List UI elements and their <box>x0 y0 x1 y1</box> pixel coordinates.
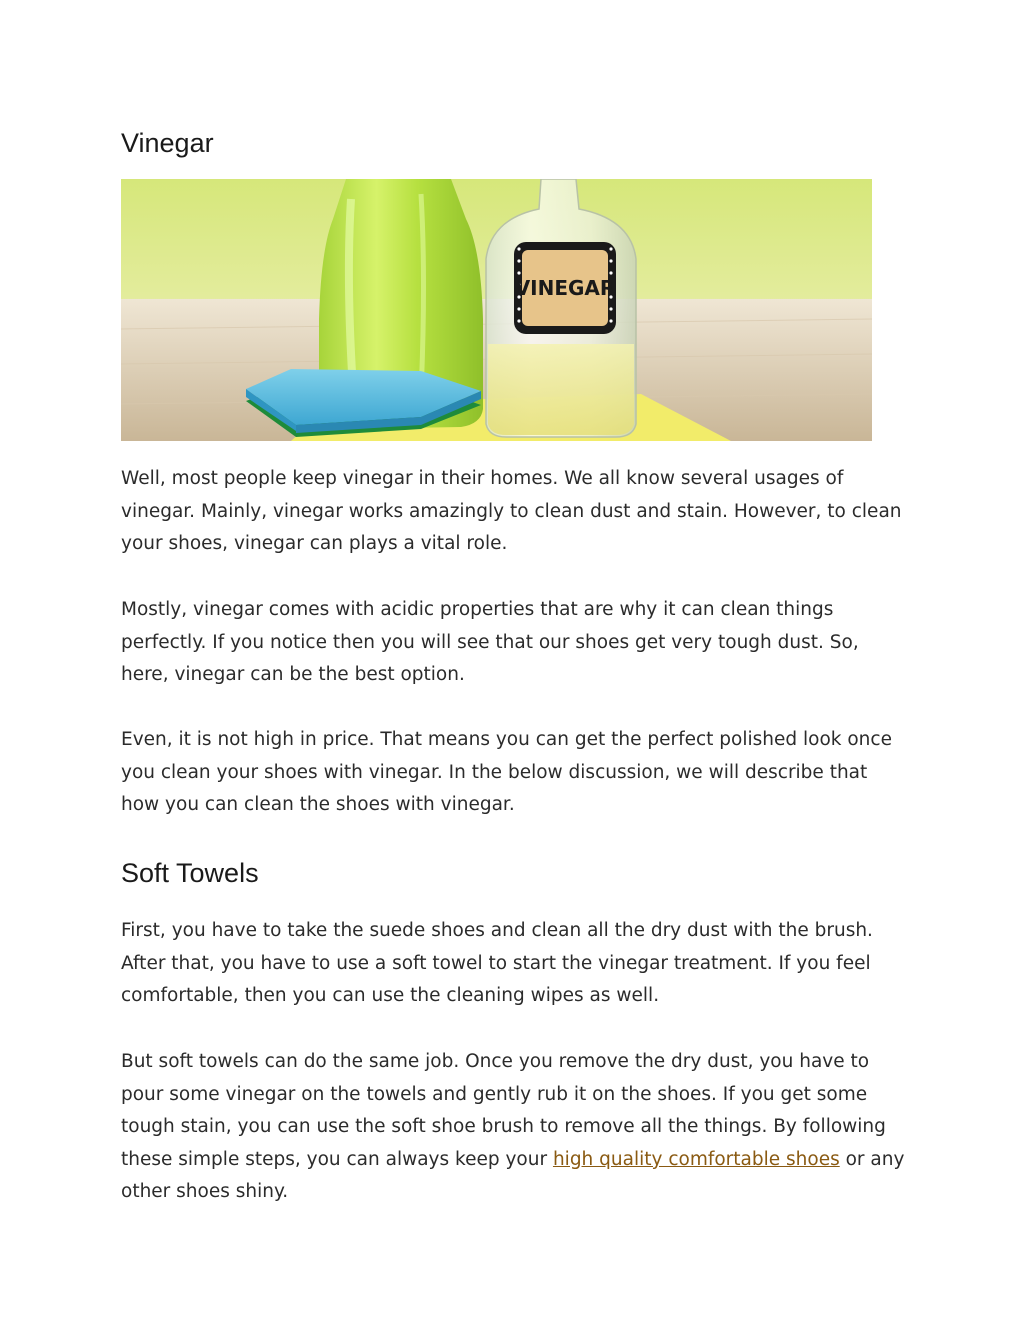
paragraph: Even, it is not high in price. That means you can get the perfect polished look once you clean your shoes with vinegar. In the below discussion, we will describe that how you can clean the shoes with vinegar. <box>121 729 892 816</box>
vinegar-label-text: VINEGAR <box>514 276 616 300</box>
paragraph <box>121 1046 911 1209</box>
section-heading-soft-towels: Soft Towels <box>121 858 259 888</box>
paragraph-text: or any other shoes shiny. <box>121 1148 905 1203</box>
section-heading-vinegar: Vinegar <box>121 128 214 158</box>
paragraph: Mostly, vinegar comes with acidic properties that are why it can clean things perfectly. If you notice then you will see that our shoes get very tough dust. So, here, vinegar can be the best option. <box>121 599 859 686</box>
vinegar-photo <box>121 179 872 441</box>
paragraph-text: But soft towels can do the same job. Once you remove the dry dust, you have to pour some vinegar on the towels and gently rub it on the shoes. If you get some tough stain, you can use the soft shoe brush to remove all the things. By following these simple steps, you can always keep your <box>121 1051 886 1170</box>
comfortable-shoes-link[interactable]: high quality comfortable shoes <box>552 1148 840 1170</box>
paragraph: Well, most people keep vinegar in their homes. We all know several usages of vinegar. Mainly, vinegar works amazingly to clean dust and stain. However, to clean your shoes, vinegar can plays a vital role. <box>121 468 902 555</box>
paragraph: First, you have to take the suede shoes and clean all the dry dust with the brush. After that, you have to use a soft towel to start the vinegar treatment. If you feel comfortable, then you can use the cleaning wipes as well. <box>121 920 873 1007</box>
